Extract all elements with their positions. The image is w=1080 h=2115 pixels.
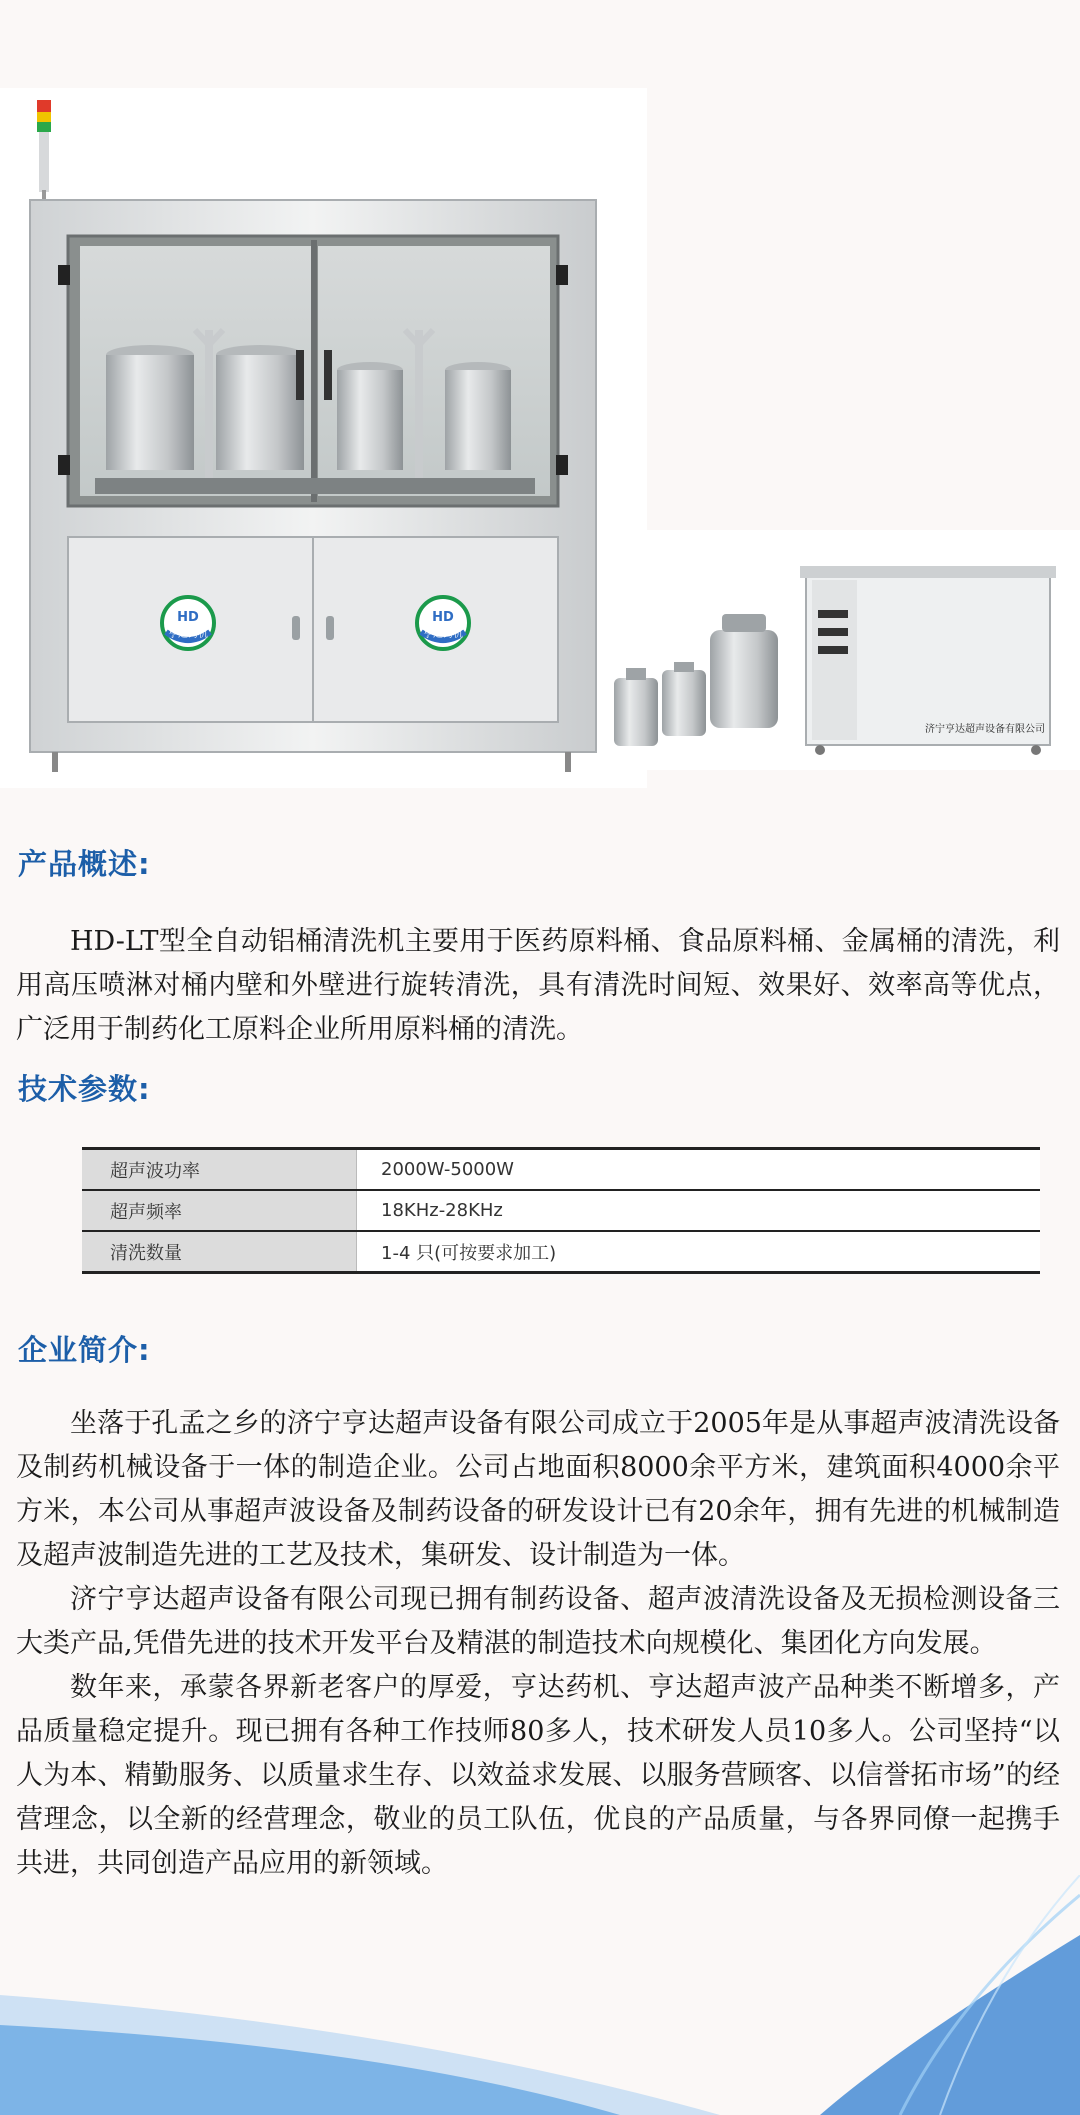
- spec-label: 超声波功率: [82, 1149, 357, 1191]
- spec-value: 1-4 只(可按要求加工): [357, 1231, 1041, 1273]
- specs-title: 技术参数:: [18, 1072, 151, 1106]
- washing-machine: [30, 200, 596, 772]
- table-row: [82, 1149, 1040, 1191]
- svg-text:HD: HD: [432, 610, 454, 625]
- svg-text:HD: HD: [177, 610, 199, 625]
- signal-light: [37, 100, 51, 202]
- company-title: 企业简介:: [18, 1333, 151, 1367]
- overview-paragraph: HD-LT型全自动铝桶清洗机主要用于医药原料桶、食品原料桶、金属桶的清洗，利用高压喷淋对桶内壁和外壁进行旋转清洗，具有清洗时间短、效果好、效率高等优点，广泛用于制药化工原料企业所用原料桶的清洗。: [16, 926, 1060, 1045]
- company-paragraph: 济宁亨达超声设备有限公司现已拥有制药设备、超声波清洗设备及无损检测设备三大类产品,凭借先进的技术开发平台及精湛的制造技术向规模化、集团化方向发展。: [16, 1584, 1060, 1659]
- company-paragraph: 数年来，承蒙各界新老客户的厚爱，亨达药机、亨达超声波产品种类不断增多，产品质量稳定提升。现已拥有各种工作技师80多人，技术研发人员10多人。公司坚持“以人为本、精勤服务、以质量求生存、以效益求发展、以服务营顾客、以信誉拓市场”的经营理念，以全新的经营理念，敬业的员工队伍，优良的产品质量，与各界同僚一起携手共进，共同创造产品应用的新领域。: [16, 1672, 1060, 1879]
- company-paragraph: 坐落于孔孟之乡的济宁亨达超声设备有限公司成立于2005年是从事超声波清洗设备及制药机械设备于一体的制造企业。公司占地面积8000余平方米，建筑面积4000余平方米，本公司从事超声波设备及制药设备的研发设计已有20余年，拥有先进的机械制造及超声波制造先进的工艺及技术，集研发、设计制造为一体。: [16, 1408, 1060, 1571]
- spec-value: 18KHz-28KHz: [357, 1190, 1041, 1231]
- hengda-logo: [417, 597, 469, 649]
- ultrasonic-tank: [800, 566, 1056, 755]
- spec-table: [82, 1147, 1040, 1274]
- table-row: [82, 1231, 1040, 1273]
- product-photo: [0, 0, 1080, 800]
- spec-label: 超声频率: [82, 1190, 357, 1231]
- table-row: [82, 1190, 1040, 1231]
- company-text: [16, 1402, 1060, 1886]
- svg-text:亨达药机: 亨达药机: [423, 629, 463, 640]
- svg-text:济宁亨达超声设备有限公司: 济宁亨达超声设备有限公司: [925, 724, 1045, 735]
- overview-title: 产品概述:: [18, 847, 151, 881]
- spec-label: 清洗数量: [82, 1231, 357, 1273]
- overview-text: [16, 920, 1060, 1052]
- background-wave: [0, 1875, 1080, 2115]
- svg-text:亨达药机: 亨达药机: [168, 629, 208, 640]
- hengda-logo: [162, 597, 214, 649]
- spec-value: 2000W-5000W: [357, 1149, 1041, 1191]
